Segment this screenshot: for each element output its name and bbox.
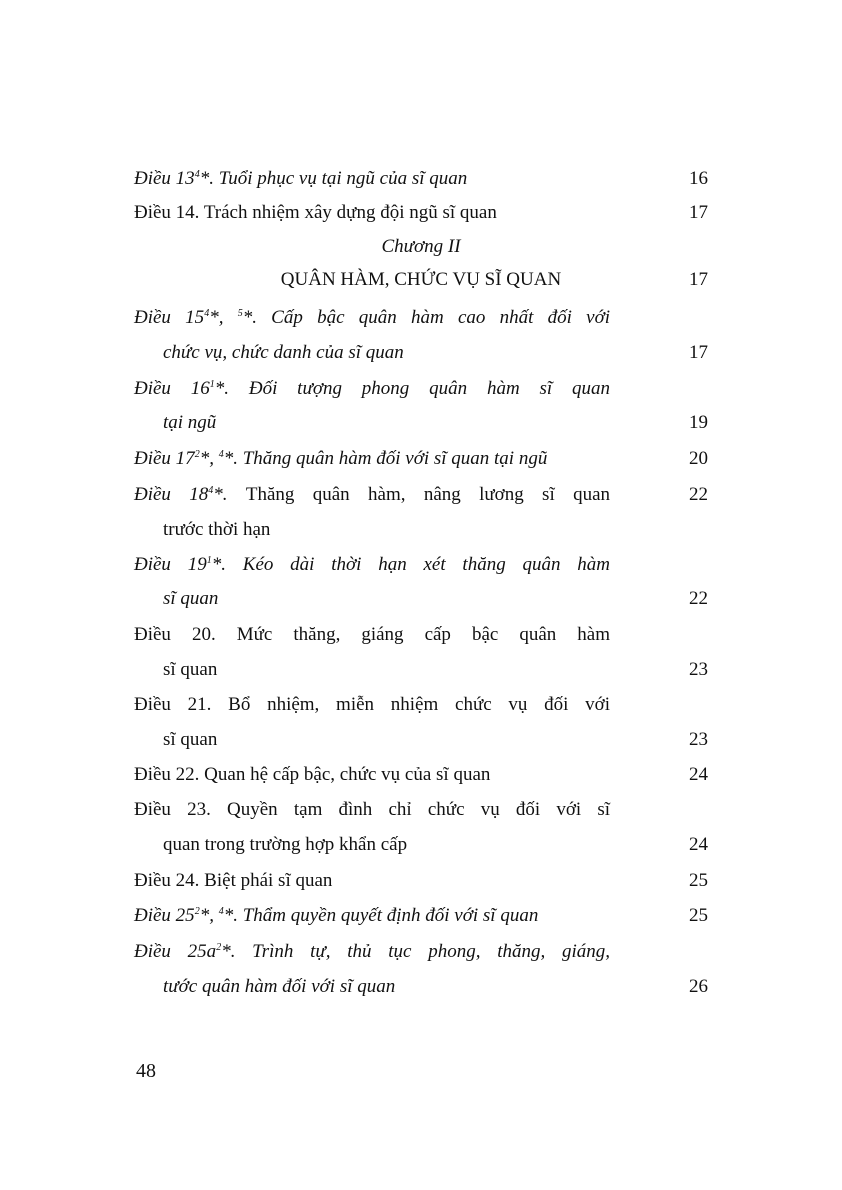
toc-entry-text: Điều $25a^2*$. Trình tự, thủ tục phong, thăng, giáng,: [134, 941, 611, 962]
toc-page-number: 23: [689, 729, 708, 750]
toc-line: [0, 515, 842, 545]
toc-line: [0, 795, 842, 825]
toc-line: [0, 655, 842, 685]
toc-page-number: 17: [689, 269, 708, 290]
page-number: 48: [136, 1060, 156, 1082]
chapter-heading: Chương II: [381, 236, 461, 257]
toc-line: [0, 444, 842, 474]
toc-page-number: 26: [689, 976, 708, 997]
toc-entry-text: Điều 24. Biệt phái sĩ quan: [134, 870, 333, 891]
toc-entry-text: tại ngũ: [163, 412, 217, 433]
toc-line: [0, 374, 842, 404]
toc-entry-text: Điều $15^4*$, $^5$*. Cấp bậc quân hàm cao nhất đối với: [134, 307, 611, 328]
toc-entry-text: Điều $19^1*$. Kéo dài thời hạn xét thăng quân hàm: [134, 554, 611, 575]
toc-line: [0, 620, 842, 650]
toc-entry-text: Điều $18^4*$. Thăng quân hàm, nâng lương sĩ quan: [134, 484, 610, 505]
toc-line: [0, 408, 842, 438]
toc-entry-text: sĩ quan: [163, 659, 218, 680]
toc-line: [0, 164, 842, 194]
toc-line: [0, 198, 842, 228]
toc-line: [0, 338, 842, 368]
toc-page-number: 25: [689, 870, 708, 891]
toc-line: [0, 937, 842, 967]
toc-line: [0, 232, 842, 262]
toc-line: [0, 760, 842, 790]
toc-entry-text: sĩ quan: [163, 588, 219, 609]
toc-page-number: 22: [689, 588, 708, 609]
toc-entry-text: Điều 21. Bổ nhiệm, miễn nhiệm chức vụ đối với: [134, 694, 610, 715]
chapter-heading: QUÂN HÀM, CHỨC VỤ SĨ QUAN: [280, 269, 562, 290]
toc-page-number: 17: [689, 202, 708, 223]
toc-page-number: 25: [689, 905, 708, 926]
toc-line: [0, 901, 842, 931]
toc-line: [0, 303, 842, 333]
toc-page-number: 24: [689, 834, 708, 855]
toc-line: [0, 550, 842, 580]
toc-entry-text: Điều $13^4*$. Tuổi phục vụ tại ngũ của sĩ quan: [134, 168, 468, 189]
toc-page-number: 22: [689, 484, 708, 505]
toc-page-number: 20: [689, 448, 708, 469]
toc-entry-text: chức vụ, chức danh của sĩ quan: [163, 342, 404, 363]
toc-entry-text: Điều 22. Quan hệ cấp bậc, chức vụ của sĩ quan: [134, 764, 491, 785]
toc-entry-text: Điều 23. Quyền tạm đình chỉ chức vụ đối với sĩ: [134, 799, 610, 820]
toc-page-number: 16: [689, 168, 708, 189]
toc-entry-text: Điều $25^2*$, $^4$*. Thẩm quyền quyết định đối với sĩ quan: [134, 905, 539, 926]
toc-entry-text: quan trong trường hợp khẩn cấp: [163, 834, 408, 855]
toc-line: [0, 866, 842, 896]
toc-entry-text: Điều $17^2*$, $^4$*. Thăng quân hàm đối với sĩ quan tại ngũ: [134, 448, 548, 469]
toc-entry-text: Điều 14. Trách nhiệm xây dựng đội ngũ sĩ quan: [134, 202, 497, 223]
toc-page-number: 19: [689, 412, 708, 433]
toc-page-number: 17: [689, 342, 708, 363]
toc-line: [0, 265, 842, 295]
toc-line: [0, 690, 842, 720]
toc-line: [0, 972, 842, 1002]
toc-entry-text: Điều $16^1*$. Đối tượng phong quân hàm sĩ quan: [134, 378, 610, 399]
toc-line: [0, 480, 842, 510]
toc-page-number: 23: [689, 659, 708, 680]
toc-page-number: 24: [689, 764, 708, 785]
toc-entry-text: sĩ quan: [163, 729, 218, 750]
toc-line: [0, 584, 842, 614]
toc-entry-text: tước quân hàm đối với sĩ quan: [163, 976, 396, 997]
toc-entry-text: trước thời hạn: [163, 519, 271, 540]
toc-line: [0, 725, 842, 755]
toc-entry-text: Điều 20. Mức thăng, giáng cấp bậc quân hàm: [134, 624, 610, 645]
toc-line: [0, 830, 842, 860]
